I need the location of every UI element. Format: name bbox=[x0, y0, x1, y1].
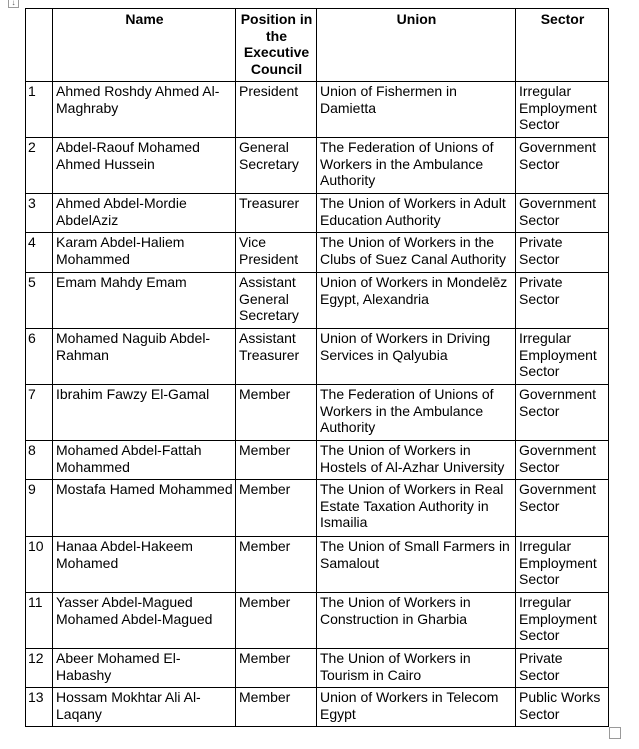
member-position: Treasurer bbox=[236, 194, 317, 233]
row-number: 4 bbox=[26, 233, 53, 273]
table-row bbox=[26, 233, 609, 273]
member-union: The Union of Workers in Tourism in Cairo bbox=[317, 649, 516, 688]
member-position: Vice President bbox=[236, 233, 317, 273]
table-row bbox=[26, 480, 609, 537]
table-row bbox=[26, 537, 609, 593]
member-position: Member bbox=[236, 385, 317, 441]
header-union: Union bbox=[317, 9, 516, 82]
member-union: The Federation of Unions of Workers in the Ambulance Authority bbox=[317, 385, 516, 441]
header-name: Name bbox=[53, 9, 236, 82]
member-position: General Secretary bbox=[236, 138, 317, 194]
member-position: President bbox=[236, 82, 317, 138]
member-name: Ahmed Abdel-Mordie AbdelAziz bbox=[53, 194, 236, 233]
member-position: Assistant Treasurer bbox=[236, 329, 317, 385]
table-row bbox=[26, 82, 609, 138]
header-number bbox=[26, 9, 53, 82]
member-name: Ibrahim Fawzy El-Gamal bbox=[53, 385, 236, 441]
row-number: 5 bbox=[26, 273, 53, 329]
table-row bbox=[26, 273, 609, 329]
member-sector: Government Sector bbox=[516, 441, 609, 480]
row-number: 12 bbox=[26, 649, 53, 688]
member-sector: Irregular Employment Sector bbox=[516, 329, 609, 385]
table-resize-handle-icon[interactable] bbox=[609, 727, 621, 739]
table-header-row bbox=[26, 9, 609, 82]
member-union: The Union of Small Farmers in Samalout bbox=[317, 537, 516, 593]
member-name: Ahmed Roshdy Ahmed Al-Maghraby bbox=[53, 82, 236, 138]
table-row bbox=[26, 194, 609, 233]
row-number: 7 bbox=[26, 385, 53, 441]
table-row bbox=[26, 593, 609, 649]
member-sector: Private Sector bbox=[516, 233, 609, 273]
row-number: 8 bbox=[26, 441, 53, 480]
member-union: The Federation of Unions of Workers in the Ambulance Authority bbox=[317, 138, 516, 194]
member-name: Abdel-Raouf Mohamed Ahmed Hussein bbox=[53, 138, 236, 194]
member-union: Union of Fishermen in Damietta bbox=[317, 82, 516, 138]
member-sector: Government Sector bbox=[516, 194, 609, 233]
member-position: Member bbox=[236, 537, 317, 593]
member-name: Emam Mahdy Emam bbox=[53, 273, 236, 329]
member-name: Mostafa Hamed Mohammed bbox=[53, 480, 236, 537]
member-union: The Union of Workers in Hostels of Al-Azhar University bbox=[317, 441, 516, 480]
table-row bbox=[26, 688, 609, 727]
member-sector: Irregular Employment Sector bbox=[516, 82, 609, 138]
member-union: Union of Workers in Driving Services in Qalyubia bbox=[317, 329, 516, 385]
member-position: Member bbox=[236, 441, 317, 480]
row-number: 2 bbox=[26, 138, 53, 194]
member-name: Abeer Mohamed El-Habashy bbox=[53, 649, 236, 688]
row-number: 3 bbox=[26, 194, 53, 233]
table-row bbox=[26, 138, 609, 194]
member-name: Karam Abdel-Haliem Mohammed bbox=[53, 233, 236, 273]
executive-council-table bbox=[25, 8, 609, 727]
member-name: Hossam Mokhtar Ali Al-Laqany bbox=[53, 688, 236, 727]
row-number: 9 bbox=[26, 480, 53, 537]
row-number: 6 bbox=[26, 329, 53, 385]
member-position: Member bbox=[236, 688, 317, 727]
header-sector: Sector bbox=[516, 9, 609, 82]
member-position: Member bbox=[236, 649, 317, 688]
member-sector: Government Sector bbox=[516, 480, 609, 537]
member-union: The Union of Workers in Real Estate Taxation Authority in Ismailia bbox=[317, 480, 516, 537]
table-row bbox=[26, 441, 609, 480]
table-row bbox=[26, 329, 609, 385]
member-union: Union of Workers in Telecom Egypt bbox=[317, 688, 516, 727]
member-position: Member bbox=[236, 593, 317, 649]
member-union: The Union of Workers in the Clubs of Suez Canal Authority bbox=[317, 233, 516, 273]
table-move-handle-icon[interactable]: ↓ bbox=[8, 0, 19, 8]
table-row bbox=[26, 385, 609, 441]
member-sector: Private Sector bbox=[516, 273, 609, 329]
member-sector: Irregular Employment Sector bbox=[516, 593, 609, 649]
member-position: Assistant General Secretary bbox=[236, 273, 317, 329]
member-sector: Public Works Sector bbox=[516, 688, 609, 727]
member-name: Yasser Abdel-Magued Mohamed Abdel-Magued bbox=[53, 593, 236, 649]
member-union: The Union of Workers in Adult Education Authority bbox=[317, 194, 516, 233]
member-position: Member bbox=[236, 480, 317, 537]
row-number: 10 bbox=[26, 537, 53, 593]
member-sector: Private Sector bbox=[516, 649, 609, 688]
row-number: 1 bbox=[26, 82, 53, 138]
member-union: The Union of Workers in Construction in Gharbia bbox=[317, 593, 516, 649]
row-number: 13 bbox=[26, 688, 53, 727]
member-name: Mohamed Naguib Abdel-Rahman bbox=[53, 329, 236, 385]
member-sector: Government Sector bbox=[516, 138, 609, 194]
member-name: Hanaa Abdel-Hakeem Mohamed bbox=[53, 537, 236, 593]
member-sector: Government Sector bbox=[516, 385, 609, 441]
member-name: Mohamed Abdel-Fattah Mohammed bbox=[53, 441, 236, 480]
member-union: Union of Workers in Mondelēz Egypt, Alexandria bbox=[317, 273, 516, 329]
row-number: 11 bbox=[26, 593, 53, 649]
header-position: Position in the Executive Council bbox=[236, 9, 317, 82]
table-row bbox=[26, 649, 609, 688]
member-sector: Irregular Employment Sector bbox=[516, 537, 609, 593]
